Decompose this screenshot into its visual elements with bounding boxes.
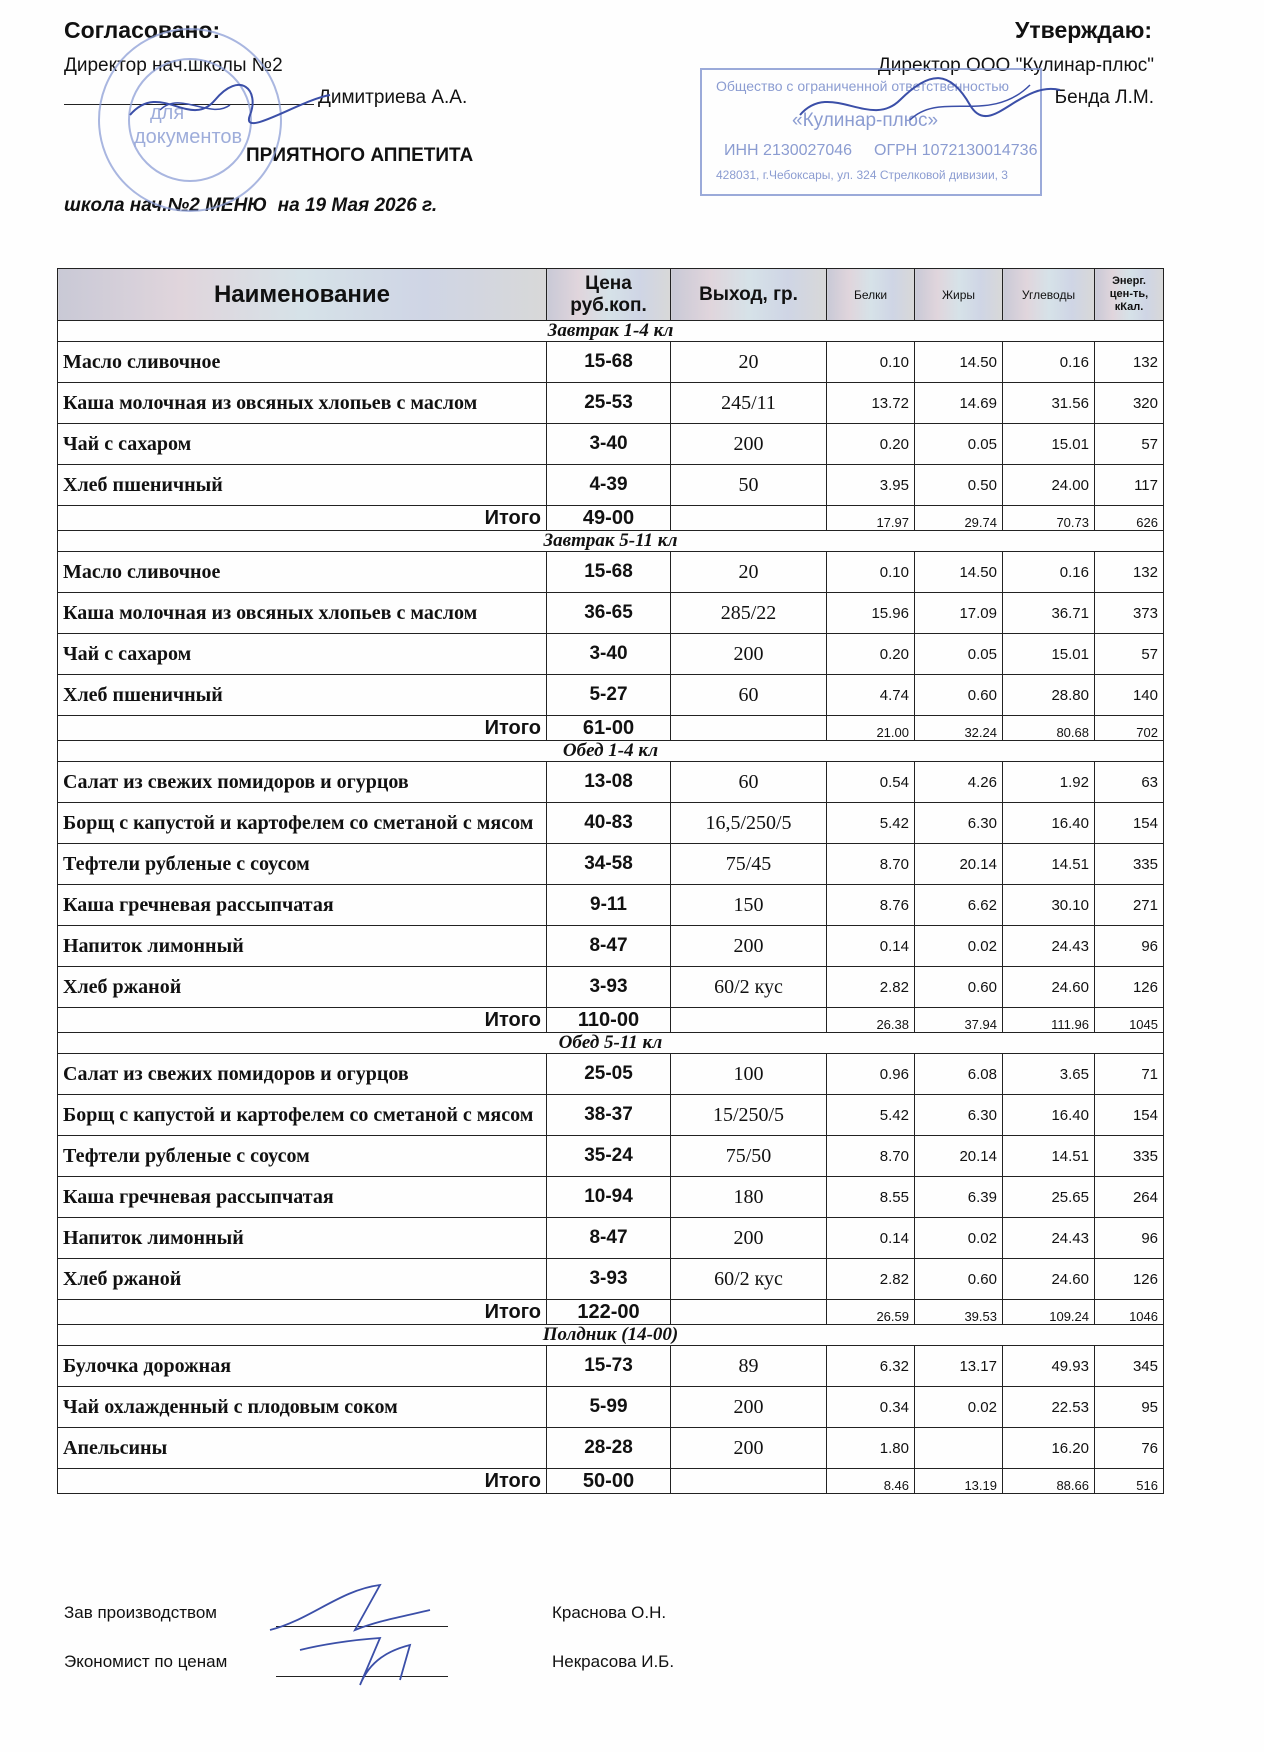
item-fat: 6.39 xyxy=(915,1177,1003,1218)
total-carbs: 88.66 xyxy=(1003,1469,1095,1494)
item-carbs: 0.16 xyxy=(1003,552,1095,593)
confirm-signer: Бенда Л.М. xyxy=(1054,87,1154,108)
item-carbs: 24.43 xyxy=(1003,1218,1095,1259)
total-carbs: 80.68 xyxy=(1003,716,1095,741)
total-label: Итого xyxy=(58,1469,547,1494)
item-price: 36-65 xyxy=(547,593,671,634)
item-protein: 5.42 xyxy=(827,803,915,844)
menu-item-row xyxy=(58,1387,1164,1428)
item-carbs: 15.01 xyxy=(1003,424,1095,465)
item-name: Хлеб ржаной xyxy=(58,967,547,1008)
item-protein: 1.80 xyxy=(827,1428,915,1469)
item-kcal: 132 xyxy=(1095,342,1164,383)
item-kcal: 320 xyxy=(1095,383,1164,424)
menu-item-row xyxy=(58,383,1164,424)
item-protein: 0.54 xyxy=(827,762,915,803)
item-price: 4-39 xyxy=(547,465,671,506)
director-school-signature xyxy=(120,70,340,140)
total-output xyxy=(671,716,827,741)
item-carbs: 3.65 xyxy=(1003,1054,1095,1095)
item-fat: 6.30 xyxy=(915,1095,1003,1136)
total-output xyxy=(671,1469,827,1494)
item-fat: 6.62 xyxy=(915,885,1003,926)
total-protein: 26.59 xyxy=(827,1300,915,1325)
item-price: 15-68 xyxy=(547,342,671,383)
item-kcal: 96 xyxy=(1095,926,1164,967)
menu-item-row xyxy=(58,465,1164,506)
menu-item-row xyxy=(58,1136,1164,1177)
item-name: Чай с сахаром xyxy=(58,634,547,675)
item-protein: 0.10 xyxy=(827,552,915,593)
item-kcal: 335 xyxy=(1095,844,1164,885)
menu-body xyxy=(58,321,1164,1494)
header-name: Наименование xyxy=(58,269,547,321)
menu-item-row xyxy=(58,803,1164,844)
item-protein: 0.14 xyxy=(827,1218,915,1259)
item-name: Каша гречневая рассыпчатая xyxy=(58,1177,547,1218)
item-price: 8-47 xyxy=(547,1218,671,1259)
total-label: Итого xyxy=(58,506,547,531)
total-row xyxy=(58,1469,1164,1494)
item-protein: 5.42 xyxy=(827,1095,915,1136)
item-fat: 0.02 xyxy=(915,926,1003,967)
item-protein: 0.96 xyxy=(827,1054,915,1095)
total-carbs: 109.24 xyxy=(1003,1300,1095,1325)
item-protein: 8.55 xyxy=(827,1177,915,1218)
item-kcal: 96 xyxy=(1095,1218,1164,1259)
item-fat: 0.05 xyxy=(915,424,1003,465)
item-carbs: 16.20 xyxy=(1003,1428,1095,1469)
item-name: Каша гречневая рассыпчатая xyxy=(58,885,547,926)
item-name: Хлеб пшеничный xyxy=(58,675,547,716)
item-price: 3-93 xyxy=(547,1259,671,1300)
item-kcal: 335 xyxy=(1095,1136,1164,1177)
approved-title: Согласовано: xyxy=(64,17,221,43)
item-protein: 15.96 xyxy=(827,593,915,634)
total-kcal: 626 xyxy=(1095,506,1164,531)
item-price: 35-24 xyxy=(547,1136,671,1177)
item-name: Булочка дорожная xyxy=(58,1346,547,1387)
item-kcal: 71 xyxy=(1095,1054,1164,1095)
item-name: Тефтели рубленые с соусом xyxy=(58,1136,547,1177)
item-name: Напиток лимонный xyxy=(58,926,547,967)
menu-item-row xyxy=(58,967,1164,1008)
menu-item-row xyxy=(58,1428,1164,1469)
footer-name-production: Краснова О.Н. xyxy=(552,1603,667,1622)
item-output: 60 xyxy=(671,762,827,803)
total-protein: 21.00 xyxy=(827,716,915,741)
item-output: 60 xyxy=(671,675,827,716)
item-kcal: 154 xyxy=(1095,1095,1164,1136)
item-carbs: 16.40 xyxy=(1003,803,1095,844)
item-protein: 8.76 xyxy=(827,885,915,926)
item-fat: 0.60 xyxy=(915,1259,1003,1300)
menu-item-row xyxy=(58,552,1164,593)
item-name: Борщ с капустой и картофелем со сметаной с мясом xyxy=(58,1095,547,1136)
total-output xyxy=(671,1008,827,1033)
item-protein: 2.82 xyxy=(827,967,915,1008)
item-fat: 14.69 xyxy=(915,383,1003,424)
item-carbs: 25.65 xyxy=(1003,1177,1095,1218)
item-fat: 14.50 xyxy=(915,342,1003,383)
director-company-signature xyxy=(790,60,1070,140)
item-price: 3-93 xyxy=(547,967,671,1008)
total-fat: 39.53 xyxy=(915,1300,1003,1325)
item-output: 200 xyxy=(671,634,827,675)
total-kcal: 1045 xyxy=(1095,1008,1164,1033)
item-protein: 0.34 xyxy=(827,1387,915,1428)
item-price: 8-47 xyxy=(547,926,671,967)
item-name: Хлеб ржаной xyxy=(58,1259,547,1300)
item-price: 3-40 xyxy=(547,424,671,465)
menu-item-row xyxy=(58,844,1164,885)
item-output: 15/250/5 xyxy=(671,1095,827,1136)
total-label: Итого xyxy=(58,1300,547,1325)
item-name: Чай с сахаром xyxy=(58,424,547,465)
item-kcal: 264 xyxy=(1095,1177,1164,1218)
item-carbs: 14.51 xyxy=(1003,844,1095,885)
footer-signatures xyxy=(260,1580,440,1690)
item-output: 75/45 xyxy=(671,844,827,885)
confirm-title: Утверждаю: xyxy=(1015,17,1152,43)
menu-item-row xyxy=(58,1346,1164,1387)
menu-item-row xyxy=(58,1095,1164,1136)
section-title: Обед 5-11 кл xyxy=(58,1033,1164,1054)
item-fat: 0.02 xyxy=(915,1218,1003,1259)
item-name: Масло сливочное xyxy=(58,342,547,383)
confirm-position: Директор ООО "Кулинар-плюс" xyxy=(877,55,1154,76)
item-output: 200 xyxy=(671,424,827,465)
item-price: 34-58 xyxy=(547,844,671,885)
total-label: Итого xyxy=(58,716,547,741)
item-price: 9-11 xyxy=(547,885,671,926)
item-kcal: 76 xyxy=(1095,1428,1164,1469)
item-carbs: 22.53 xyxy=(1003,1387,1095,1428)
menu-item-row xyxy=(58,675,1164,716)
item-carbs: 16.40 xyxy=(1003,1095,1095,1136)
item-name: Салат из свежих помидоров и огурцов xyxy=(58,762,547,803)
item-protein: 6.32 xyxy=(827,1346,915,1387)
item-fat: 4.26 xyxy=(915,762,1003,803)
menu-item-row xyxy=(58,926,1164,967)
item-carbs: 49.93 xyxy=(1003,1346,1095,1387)
menu-item-row xyxy=(58,1259,1164,1300)
item-output: 89 xyxy=(671,1346,827,1387)
item-protein: 0.10 xyxy=(827,342,915,383)
item-fat: 6.08 xyxy=(915,1054,1003,1095)
menu-subtitle: школа нач.№2 МЕНЮ на 19 Мая 2026 г. xyxy=(64,195,438,216)
item-kcal: 126 xyxy=(1095,967,1164,1008)
item-carbs: 28.80 xyxy=(1003,675,1095,716)
item-price: 38-37 xyxy=(547,1095,671,1136)
total-price: 49-00 xyxy=(547,506,671,531)
item-output: 16,5/250/5 xyxy=(671,803,827,844)
item-protein: 3.95 xyxy=(827,465,915,506)
item-kcal: 117 xyxy=(1095,465,1164,506)
total-row xyxy=(58,1300,1164,1325)
header-protein: Белки xyxy=(827,269,915,321)
total-row xyxy=(58,1008,1164,1033)
total-row xyxy=(58,506,1164,531)
item-output: 200 xyxy=(671,926,827,967)
section-row xyxy=(58,741,1164,762)
footer-role-economist: Экономист по ценам xyxy=(64,1652,228,1671)
item-name: Чай охлажденный с плодовым соком xyxy=(58,1387,547,1428)
menu-item-row xyxy=(58,424,1164,465)
footer-name-economist: Некрасова И.Б. xyxy=(552,1652,675,1671)
item-output: 50 xyxy=(671,465,827,506)
item-carbs: 15.01 xyxy=(1003,634,1095,675)
section-row xyxy=(58,531,1164,552)
item-carbs: 30.10 xyxy=(1003,885,1095,926)
item-kcal: 95 xyxy=(1095,1387,1164,1428)
item-output: 245/11 xyxy=(671,383,827,424)
item-name: Апельсины xyxy=(58,1428,547,1469)
item-protein: 4.74 xyxy=(827,675,915,716)
footer-role-production: Зав производством xyxy=(64,1603,217,1622)
item-kcal: 345 xyxy=(1095,1346,1164,1387)
total-label: Итого xyxy=(58,1008,547,1033)
item-kcal: 373 xyxy=(1095,593,1164,634)
header-output: Выход, гр. xyxy=(671,269,827,321)
item-price: 13-08 xyxy=(547,762,671,803)
item-name: Масло сливочное xyxy=(58,552,547,593)
item-output: 150 xyxy=(671,885,827,926)
item-carbs: 24.60 xyxy=(1003,1259,1095,1300)
item-protein: 0.20 xyxy=(827,424,915,465)
total-protein: 26.38 xyxy=(827,1008,915,1033)
total-price: 122-00 xyxy=(547,1300,671,1325)
total-output xyxy=(671,1300,827,1325)
item-price: 25-53 xyxy=(547,383,671,424)
item-fat: 17.09 xyxy=(915,593,1003,634)
item-fat: 0.60 xyxy=(915,967,1003,1008)
item-carbs: 24.00 xyxy=(1003,465,1095,506)
total-kcal: 702 xyxy=(1095,716,1164,741)
item-carbs: 0.16 xyxy=(1003,342,1095,383)
item-output: 180 xyxy=(671,1177,827,1218)
item-name: Борщ с капустой и картофелем со сметаной с мясом xyxy=(58,803,547,844)
item-output: 60/2 кус xyxy=(671,1259,827,1300)
item-carbs: 31.56 xyxy=(1003,383,1095,424)
item-fat: 0.05 xyxy=(915,634,1003,675)
item-output: 200 xyxy=(671,1387,827,1428)
item-kcal: 132 xyxy=(1095,552,1164,593)
total-fat: 29.74 xyxy=(915,506,1003,531)
item-price: 25-05 xyxy=(547,1054,671,1095)
total-carbs: 70.73 xyxy=(1003,506,1095,531)
total-kcal: 1046 xyxy=(1095,1300,1164,1325)
item-output: 285/22 xyxy=(671,593,827,634)
total-row xyxy=(58,716,1164,741)
item-output: 200 xyxy=(671,1218,827,1259)
header-fat: Жиры xyxy=(915,269,1003,321)
item-carbs: 24.43 xyxy=(1003,926,1095,967)
item-kcal: 57 xyxy=(1095,634,1164,675)
item-name: Напиток лимонный xyxy=(58,1218,547,1259)
menu-item-row xyxy=(58,1054,1164,1095)
approved-signer: Димитриева А.А. xyxy=(318,87,468,108)
menu-item-row xyxy=(58,342,1164,383)
item-kcal: 126 xyxy=(1095,1259,1164,1300)
item-output: 200 xyxy=(671,1428,827,1469)
item-price: 10-94 xyxy=(547,1177,671,1218)
item-fat: 20.14 xyxy=(915,844,1003,885)
item-kcal: 271 xyxy=(1095,885,1164,926)
total-carbs: 111.96 xyxy=(1003,1008,1095,1033)
total-protein: 17.97 xyxy=(827,506,915,531)
section-row xyxy=(58,321,1164,342)
menu-item-row xyxy=(58,593,1164,634)
item-kcal: 140 xyxy=(1095,675,1164,716)
item-carbs: 14.51 xyxy=(1003,1136,1095,1177)
item-fat: 20.14 xyxy=(915,1136,1003,1177)
item-price: 40-83 xyxy=(547,803,671,844)
menu-item-row xyxy=(58,885,1164,926)
item-fat: 6.30 xyxy=(915,803,1003,844)
item-price: 15-73 xyxy=(547,1346,671,1387)
menu-item-row xyxy=(58,1177,1164,1218)
header-price: Цена руб.коп. xyxy=(547,269,671,321)
item-carbs: 1.92 xyxy=(1003,762,1095,803)
item-name: Каша молочная из овсяных хлопьев с маслом xyxy=(58,383,547,424)
item-fat: 0.02 xyxy=(915,1387,1003,1428)
section-title: Обед 1-4 кл xyxy=(58,741,1164,762)
total-fat: 13.19 xyxy=(915,1469,1003,1494)
item-kcal: 57 xyxy=(1095,424,1164,465)
menu-table xyxy=(57,268,1164,1494)
total-price: 110-00 xyxy=(547,1008,671,1033)
item-protein: 2.82 xyxy=(827,1259,915,1300)
item-fat: 0.60 xyxy=(915,675,1003,716)
item-price: 5-27 xyxy=(547,675,671,716)
item-price: 28-28 xyxy=(547,1428,671,1469)
section-row xyxy=(58,1325,1164,1346)
header-energy: Энерг. цен-ть, кКал. xyxy=(1095,269,1164,321)
total-kcal: 516 xyxy=(1095,1469,1164,1494)
item-output: 20 xyxy=(671,552,827,593)
section-row xyxy=(58,1033,1164,1054)
menu-item-row xyxy=(58,1218,1164,1259)
greeting: ПРИЯТНОГО АППЕТИТА xyxy=(246,145,474,166)
header-carbs: Углеводы xyxy=(1003,269,1095,321)
total-output xyxy=(671,506,827,531)
item-carbs: 36.71 xyxy=(1003,593,1095,634)
approved-position: Директор нач.школы №2 xyxy=(64,55,283,76)
item-name: Хлеб пшеничный xyxy=(58,465,547,506)
item-kcal: 154 xyxy=(1095,803,1164,844)
section-title: Полдник (14-00) xyxy=(58,1325,1164,1346)
item-protein: 8.70 xyxy=(827,1136,915,1177)
item-name: Салат из свежих помидоров и огурцов xyxy=(58,1054,547,1095)
total-protein: 8.46 xyxy=(827,1469,915,1494)
item-carbs: 24.60 xyxy=(1003,967,1095,1008)
total-fat: 32.24 xyxy=(915,716,1003,741)
round-seal-stamp: для документов xyxy=(98,28,282,212)
item-output: 100 xyxy=(671,1054,827,1095)
item-protein: 0.20 xyxy=(827,634,915,675)
menu-item-row xyxy=(58,762,1164,803)
item-fat xyxy=(915,1428,1003,1469)
item-price: 5-99 xyxy=(547,1387,671,1428)
total-price: 61-00 xyxy=(547,716,671,741)
section-title: Завтрак 1-4 кл xyxy=(58,321,1164,342)
total-fat: 37.94 xyxy=(915,1008,1003,1033)
item-protein: 8.70 xyxy=(827,844,915,885)
item-kcal: 63 xyxy=(1095,762,1164,803)
company-stamp: Общество с ограниченной ответственностью «Кулинар-плюс» ИНН 2130027046 ОГРН 1072130014736 428031, г.Чебоксары, ул. 324 Стрелковой дивизии, 3 xyxy=(700,68,1042,196)
item-fat: 13.17 xyxy=(915,1346,1003,1387)
item-price: 15-68 xyxy=(547,552,671,593)
item-name: Тефтели рубленые с соусом xyxy=(58,844,547,885)
item-name: Каша молочная из овсяных хлопьев с маслом xyxy=(58,593,547,634)
item-output: 20 xyxy=(671,342,827,383)
item-fat: 0.50 xyxy=(915,465,1003,506)
item-fat: 14.50 xyxy=(915,552,1003,593)
item-output: 60/2 кус xyxy=(671,967,827,1008)
item-protein: 13.72 xyxy=(827,383,915,424)
item-output: 75/50 xyxy=(671,1136,827,1177)
item-protein: 0.14 xyxy=(827,926,915,967)
item-price: 3-40 xyxy=(547,634,671,675)
section-title: Завтрак 5-11 кл xyxy=(58,531,1164,552)
total-price: 50-00 xyxy=(547,1469,671,1494)
menu-item-row xyxy=(58,634,1164,675)
